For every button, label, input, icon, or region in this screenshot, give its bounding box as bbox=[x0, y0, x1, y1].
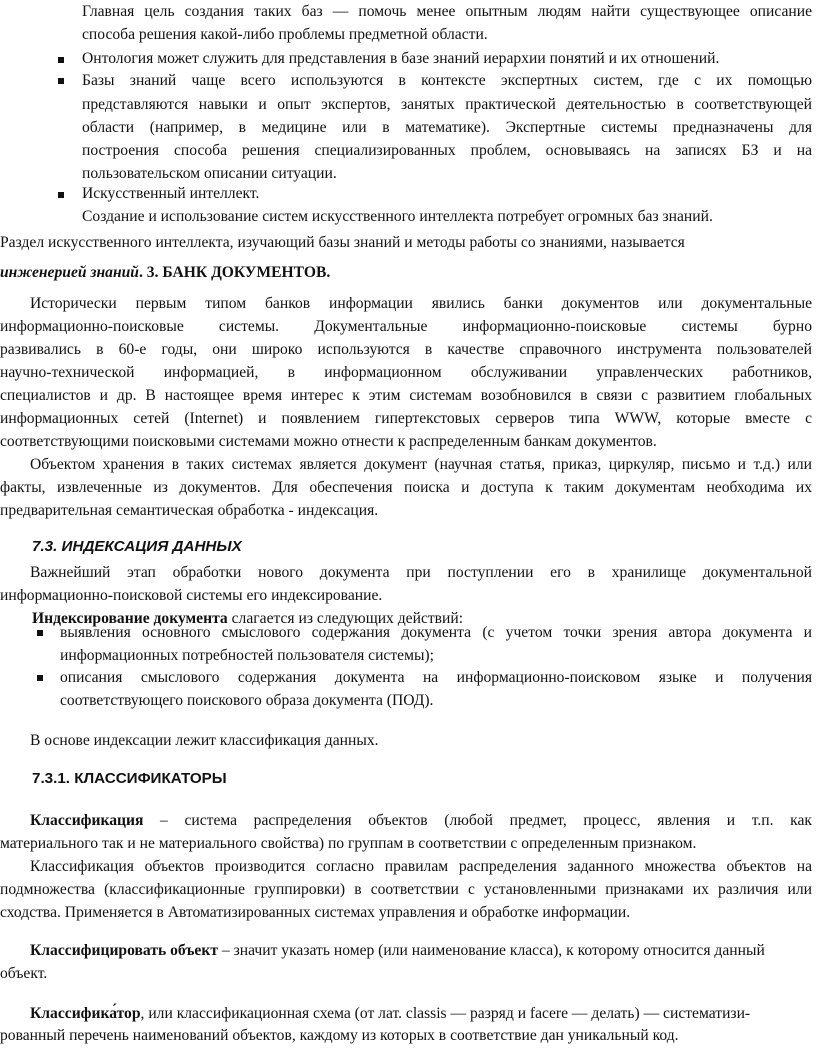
classification-para-line-1: Классификация объектов производится согласно правилам распределения заданного множества объектов на bbox=[30, 858, 812, 875]
heading-indexing: 7.3. ИНДЕКСАЦИЯ ДАННЫХ bbox=[32, 538, 242, 555]
bullet-marker bbox=[37, 630, 43, 636]
bank-para-line-1: Исторически первым типом банков информации явились банки документов или документальные bbox=[30, 295, 812, 312]
classification-para-line-2: подмножества (классификационные группировки) в соответствии с установленными признаками их различия или bbox=[0, 881, 812, 898]
bullet-indexing-2-line-2: соответствующего поискового образа документа (ПОД). bbox=[60, 692, 434, 709]
classification-def-line-1 bbox=[30, 809, 812, 833]
indexing-para-line-2: информационно-поисковой системы его индексирование. bbox=[0, 587, 383, 604]
bank-para-line-2: информационно-поисковые системы. Документальные информационно-поисковые системы бурно bbox=[0, 318, 812, 335]
section-ai-line-1: Раздел искусственного интеллекта, изучающий базы знаний и методы работы со знаниями, называется bbox=[0, 234, 685, 251]
classify-def-line-2: объект. bbox=[0, 965, 48, 982]
classify-term: Классифицировать объект bbox=[30, 942, 218, 959]
bank-heading: . 3. БАНК ДОКУМЕНТОВ. bbox=[138, 264, 331, 281]
classification-para-line-3: сходства. Применяется в Автоматизированных системах управления и обработке информации. bbox=[0, 904, 631, 921]
section-ai-line-2 bbox=[0, 261, 330, 285]
classify-def-line-1 bbox=[30, 939, 765, 963]
bullet-kb-line-1: Базы знаний чаще всего используются в контексте экспертных систем, где с их помощью bbox=[82, 72, 812, 89]
classification-def-rest: – система распределения объектов (любой предмет, процесс, явления и т.п. как bbox=[143, 812, 812, 829]
classifier-def-rest: , или классификационная схема (от лат. classis — разряд и facere — делать) — систематизи- bbox=[140, 1005, 751, 1022]
bank-para-line-6: информационных сетей (Internet) и появлением гипертекстовых серверов типа WWW, которые вместе с bbox=[0, 410, 812, 427]
indexing-term: Индексирование документа bbox=[32, 610, 228, 627]
classifier-def-line-1 bbox=[30, 1002, 750, 1026]
ai-line: Создание и использование систем искусственного интеллекта потребует огромных баз знаний. bbox=[82, 208, 713, 225]
bullet-kb-line-2: представляются навыки и опыт экспертов, занятых практической деятельностью в соответствующей bbox=[82, 96, 812, 113]
bullet-ai: Искусственный интеллект. bbox=[82, 185, 260, 202]
bullet-marker bbox=[58, 57, 64, 63]
bank-para-line-4: научно-технической информацией, в информационном обслуживании управленческих работников, bbox=[0, 364, 812, 381]
bank-para-line-5: специалистов и др. В настоящее время интерес к этим системам возобновился в связи с развитием глобальных bbox=[0, 387, 812, 404]
indexing-para-line-1: Важнейший этап обработки нового документа при поступлении его в хранилище документальной bbox=[30, 564, 812, 581]
indexing-definition-rest: слагается из следующих действий: bbox=[227, 610, 464, 627]
classify-def-rest: – значит указать номер (или наименование класса), к которому относится данный bbox=[218, 942, 765, 959]
bank-para-line-7: соответствующими поисковыми системами можно отнести к распределенным банкам документов. bbox=[0, 433, 657, 450]
bank-para-line-3: развивались в 60-е годы, они широко используются в качестве справочного инструмента пользователей bbox=[0, 341, 812, 358]
bullet-marker bbox=[58, 192, 64, 198]
bullet-indexing-2-line-1: описания смыслового содержания документа на информационно-поисковом языке и получения bbox=[60, 669, 812, 686]
bullet-marker bbox=[37, 675, 43, 681]
object-para-line-2: факты, извлеченные из документов. Для обеспечения поиска и доступа к таким документам необходима их bbox=[0, 479, 812, 496]
bullet-indexing-1-line-1: выявления основного смыслового содержания документа (с учетом точки зрения автора документа и bbox=[60, 624, 812, 641]
object-para-line-3: предварительная семантическая обработка - индексация. bbox=[0, 502, 379, 519]
classification-term: Классификация bbox=[30, 812, 144, 829]
object-para-line-1: Объектом хранения в таких системах является документ (научная статья, приказ, циркуляр, письмо и т.д.) или bbox=[30, 456, 812, 473]
classifier-term: Классифика́тор bbox=[30, 1005, 141, 1022]
bullet-marker bbox=[58, 78, 64, 84]
knowledge-engineering-term: инженерией знаний bbox=[0, 264, 139, 281]
intro-line-2: способа решения какой-либо проблемы предметной области. bbox=[82, 26, 488, 43]
basis-line: В основе индексации лежит классификация данных. bbox=[30, 732, 379, 749]
bullet-kb-line-5: пользовательском описании ситуации. bbox=[82, 165, 337, 182]
bullet-indexing-1-line-2: информационных потребностей пользователя системы); bbox=[60, 647, 434, 664]
bullet-kb-line-4: построения способа решения специализированных проблем, основываясь на записях БЗ и на bbox=[82, 142, 812, 159]
bullet-ontology: Онтология может служить для представления в базе знаний иерархии понятий и их отношений. bbox=[82, 50, 720, 67]
intro-line-1: Главная цель создания таких баз — помочь менее опытным людям найти существующее описание bbox=[82, 3, 812, 20]
classifier-def-line-2: рованный перечень наименований объектов, каждому из которых в соответствие дан уникальный код. bbox=[0, 1027, 679, 1044]
classification-def-line-2: материального так и не материального свойства) по группам в соответствии с определенным признаком. bbox=[0, 835, 697, 852]
heading-classifiers: 7.3.1. КЛАССИФИКАТОРЫ bbox=[32, 770, 227, 787]
bullet-kb-line-3: области (например, в медицине или в математике). Экспертные системы предназначены для bbox=[82, 119, 812, 136]
